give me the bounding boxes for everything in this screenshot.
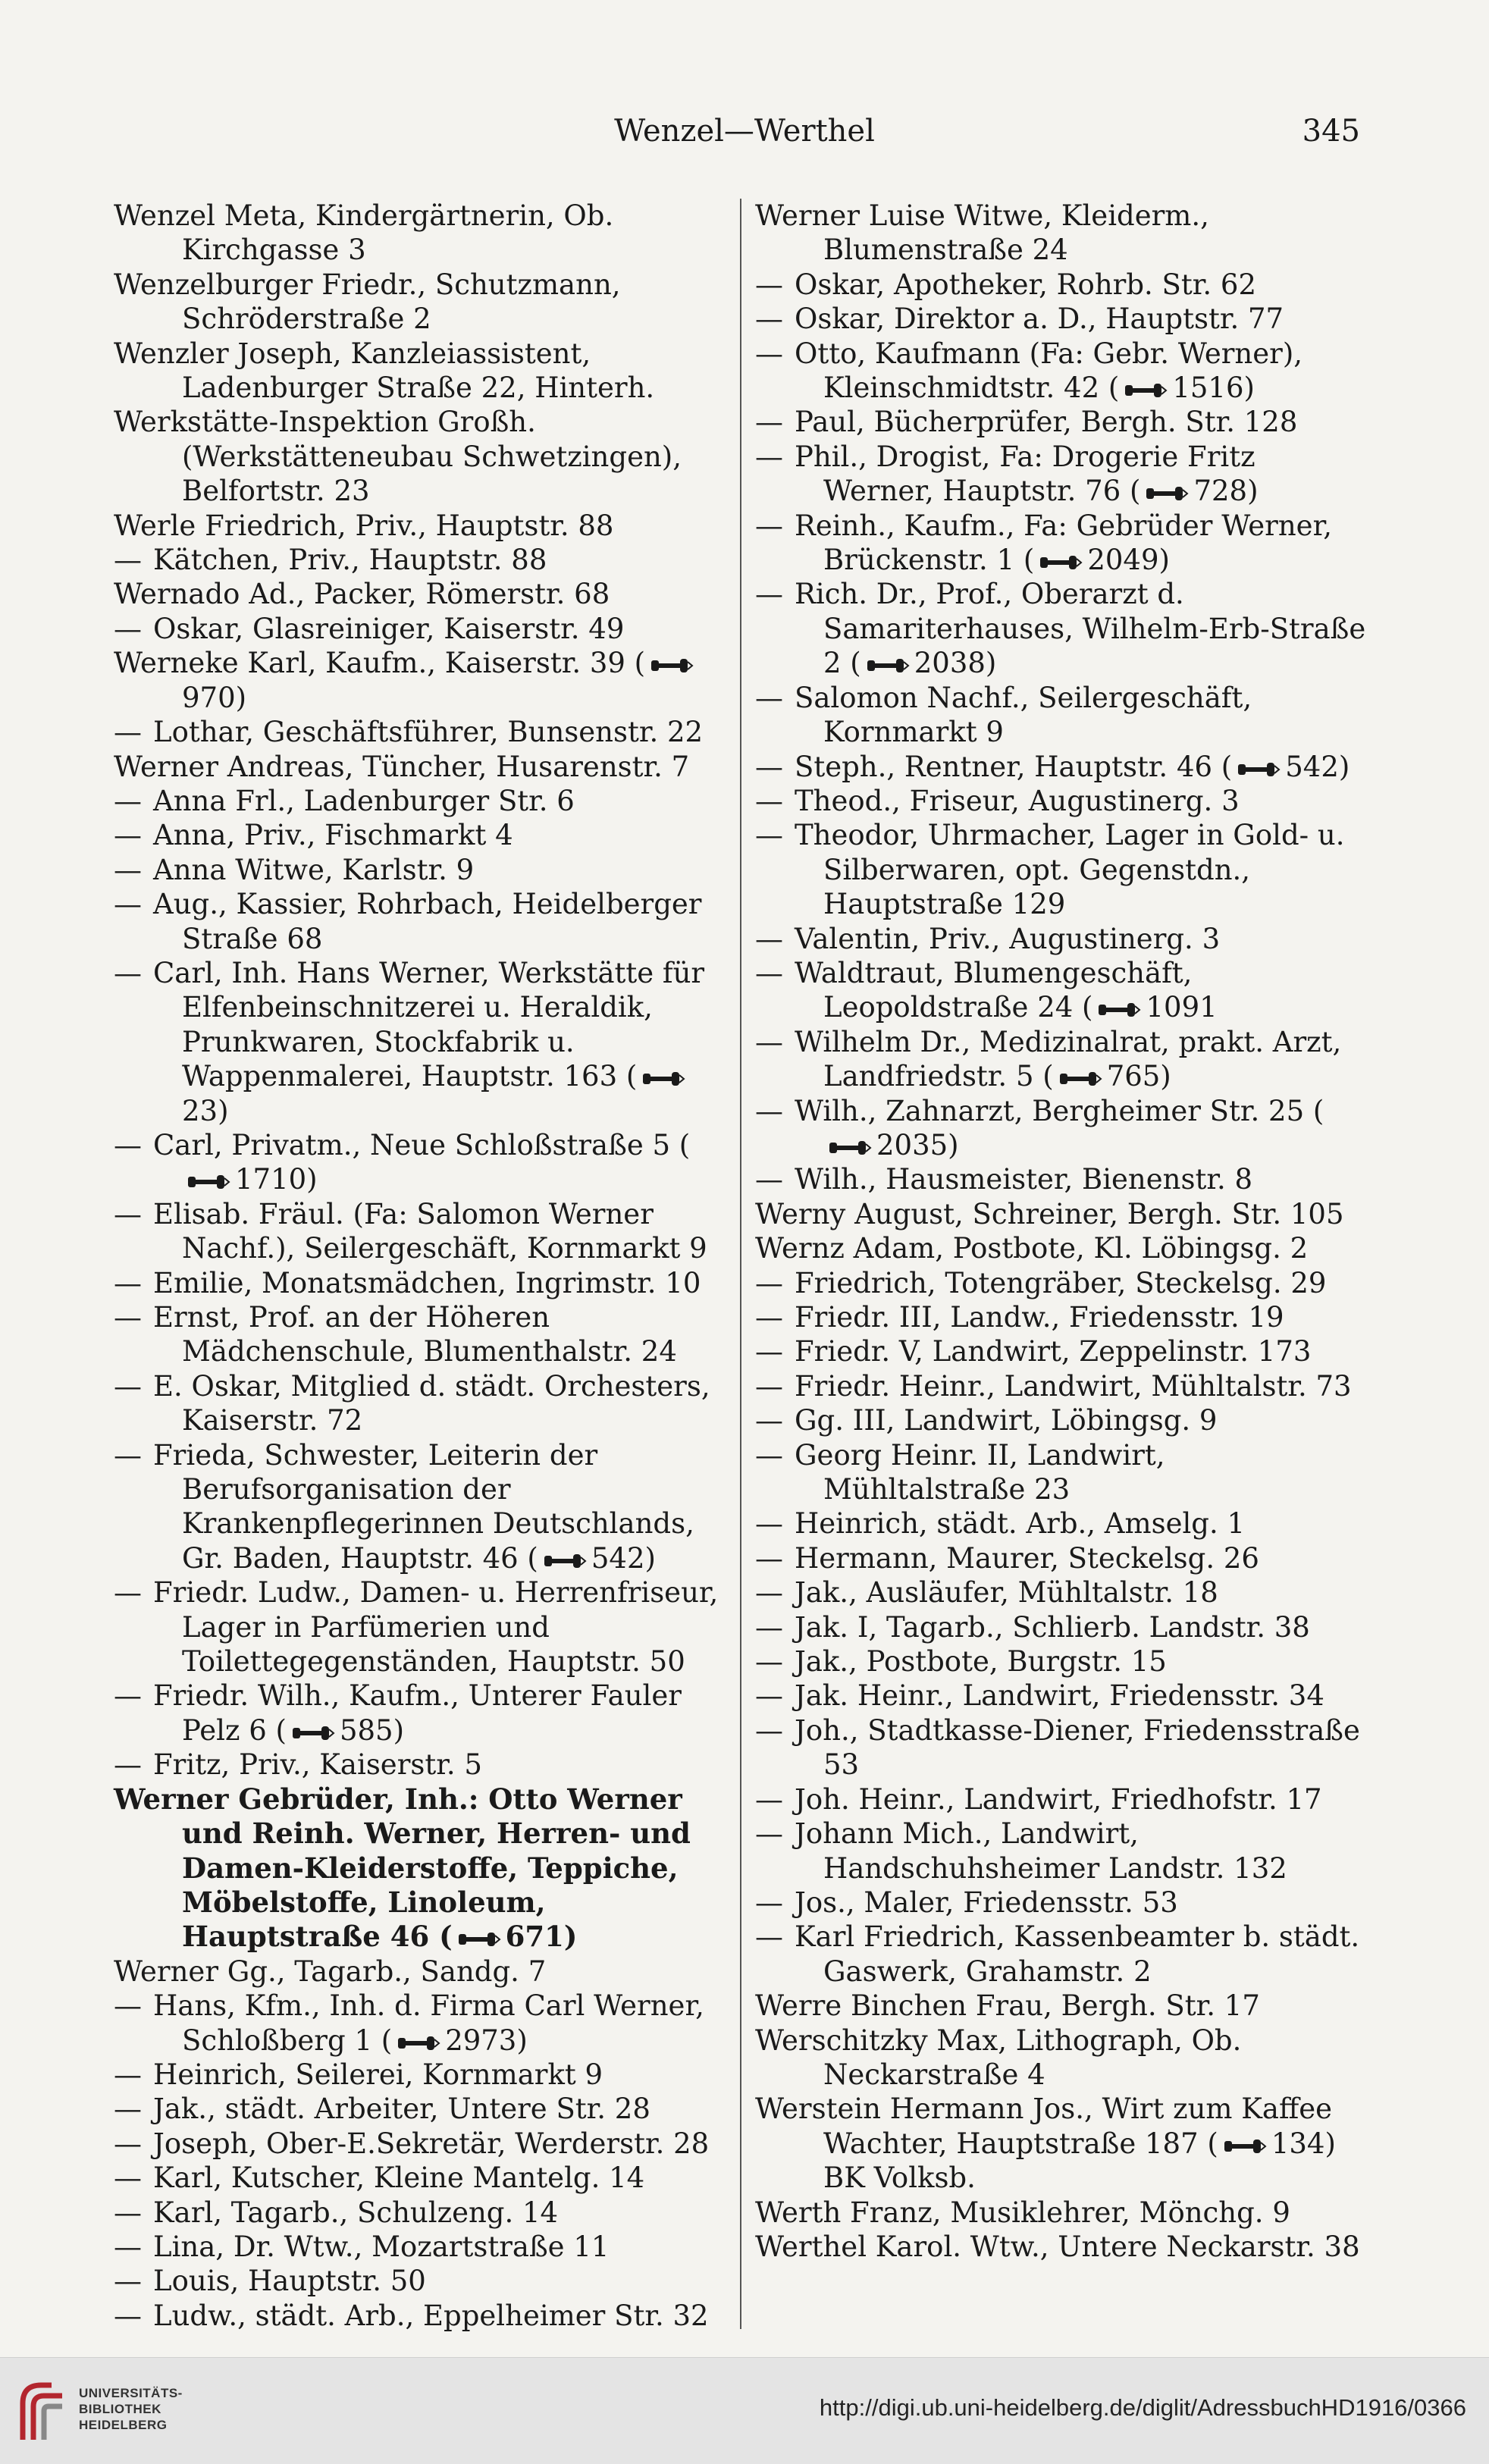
directory-entry (755, 1610, 1371, 1644)
logo-line: UNIVERSITÄTS- (79, 2386, 183, 2400)
directory-entry (114, 1989, 735, 2058)
ditto-dash: — (114, 1369, 142, 1403)
ditto-dash: — (755, 956, 783, 989)
ditto-dash: — (114, 1989, 142, 2023)
entry-text: Werth Franz, Musiklehrer, Mönchg. 9 (755, 2196, 1290, 2229)
directory-entry (755, 1679, 1371, 1713)
directory-entry (755, 1369, 1371, 1403)
telephone-icon (650, 656, 694, 676)
logo-line: HEIDELBERG (79, 2418, 168, 2432)
ditto-dash: — (114, 784, 142, 817)
phone-number: 134) BK Volksb. (823, 2127, 1336, 2195)
directory-entry (114, 1438, 735, 1576)
phone-number: 2973) (445, 2024, 528, 2057)
entry-text: Werle Friedrich, Priv., Hauptstr. 88 (114, 509, 614, 542)
ditto-dash: — (114, 716, 142, 749)
directory-entry (755, 302, 1371, 336)
entry-text: Lothar, Geschäftsführer, Bunsenstr. 22 (153, 716, 704, 749)
page-number: 345 (1302, 114, 1360, 149)
entry-text: Werneke Karl, Kaufm., Kaiserstr. 39 ( (114, 647, 646, 680)
ditto-dash: — (755, 922, 783, 955)
telephone-icon (1145, 484, 1189, 503)
phone-number: 1091 (1146, 991, 1218, 1024)
entry-text: Carl, Privatm., Neue Schloßstraße 5 ( (153, 1128, 691, 1161)
directory-entry (114, 1748, 735, 1782)
entry-text: E. Oskar, Mitglied d. städt. Orchesters, Kaiserstr. 72 (153, 1369, 710, 1437)
entry-text: Oskar, Direktor a. D., Hauptstr. 77 (795, 303, 1284, 336)
entry-text: Werner Gebrüder, Inh.: Otto Werner und Reinh. Werner, Herren- und Damen-Kleiderstoffe, Teppiche, Möbelstoffe, Linoleum, Hauptstraße 46 ( (114, 1782, 691, 1954)
entry-text: Karl, Tagarb., Schulzeng. 14 (153, 2196, 559, 2229)
library-logo[interactable] (18, 2375, 208, 2447)
right-column (755, 199, 1371, 2264)
directory-entry (755, 2024, 1371, 2093)
directory-entry (755, 577, 1371, 680)
entry-text: Otto, Kaufmann (Fa: Gebr. Werner), Kleinschmidtstr. 42 ( (795, 337, 1303, 405)
telephone-icon (1124, 381, 1168, 400)
directory-entry (114, 2196, 735, 2230)
telephone-icon (1039, 553, 1083, 572)
directory-entry (114, 577, 735, 611)
entry-text: Werner Luise Witwe, Kleiderm., Blumenstraße 24 (755, 199, 1209, 267)
phone-number: 23) (182, 1094, 229, 1127)
entry-text: Friedr. III, Landw., Friedensstr. 19 (795, 1301, 1284, 1334)
entry-text: Jak., städt. Arbeiter, Untere Str. 28 (153, 2093, 650, 2126)
directory-entry (114, 337, 735, 406)
entry-text: Joseph, Ober-E.Sekretär, Werderstr. 28 (153, 2127, 710, 2160)
directory-entry (114, 853, 735, 887)
ditto-dash: — (755, 337, 783, 370)
phone-number: 542) (1285, 750, 1350, 783)
ditto-dash: — (114, 888, 142, 921)
phone-number: 2049) (1087, 544, 1170, 577)
directory-entry (755, 1300, 1371, 1334)
directory-entry (755, 818, 1371, 921)
ditto-dash: — (755, 1163, 783, 1196)
entry-text: Carl, Inh. Hans Werner, Werkstätte für Elfenbeinschnitzerei u. Heraldik, Prunkwaren, Stockfabrik u. Wappenmalerei, Hauptstr. 163 ( (153, 956, 705, 1093)
ditto-dash: — (755, 1507, 783, 1541)
entry-text: Steph., Rentner, Hauptstr. 46 ( (795, 750, 1233, 783)
ditto-dash: — (755, 509, 783, 542)
entry-text: Salomon Nachf., Seilergeschäft, Kornmarkt 9 (795, 681, 1252, 749)
telephone-icon (187, 1172, 230, 1192)
ditto-dash: — (755, 784, 783, 817)
directory-entry (755, 1989, 1371, 2023)
ditto-dash: — (755, 1713, 783, 1747)
entry-text: Elisab. Fräul. (Fa: Salomon Werner Nachf.), Seilergeschäft, Kornmarkt 9 (153, 1197, 707, 1265)
directory-entry (114, 818, 735, 852)
ditto-dash: — (114, 853, 142, 886)
entry-text: Friedr. Heinr., Landwirt, Mühltalstr. 73 (795, 1369, 1352, 1403)
entry-text: Phil., Drogist, Fa: Drogerie Fritz Werner, Hauptstr. 76 ( (795, 440, 1255, 508)
entry-text: Wernado Ad., Packer, Römerstr. 68 (114, 578, 610, 611)
phone-number: 765) (1106, 1060, 1171, 1093)
library-logo-icon (18, 2381, 68, 2444)
entry-text: Werstein Hermann Jos., Wirt zum Kaffee Wachter, Hauptstraße 187 ( (755, 2093, 1333, 2160)
entry-text: Friedr. Ludw., Damen- u. Herrenfriseur, Lager in Parfümerien und Toilettegegenständen, Hauptstr. 50 (153, 1576, 719, 1679)
ditto-dash: — (755, 750, 783, 783)
directory-entry (114, 1197, 735, 1266)
entry-text: Johann Mich., Landwirt, Handschuhsheimer Landstr. 132 (795, 1817, 1287, 1885)
entry-text: Jak., Postbote, Burgstr. 15 (795, 1645, 1167, 1679)
entry-text: Friedrich, Totengräber, Steckelsg. 29 (795, 1266, 1327, 1299)
entry-text: Kätchen, Priv., Hauptstr. 88 (153, 544, 547, 577)
telephone-icon (291, 1723, 335, 1743)
directory-entry (755, 1886, 1371, 1920)
directory-entry (114, 1955, 735, 1989)
ditto-dash: — (755, 1266, 783, 1299)
telephone-icon (828, 1138, 872, 1158)
directory-entry (114, 1782, 735, 1955)
directory-entry (755, 1403, 1371, 1437)
directory-entry (755, 1782, 1371, 1817)
ditto-dash: — (114, 612, 142, 645)
ditto-dash: — (114, 1576, 142, 1610)
telephone-icon (1058, 1069, 1102, 1089)
directory-entry (755, 681, 1371, 750)
directory-entry (755, 2230, 1371, 2264)
page-header (0, 114, 1489, 159)
directory-entry (755, 509, 1371, 578)
ditto-dash: — (755, 1920, 783, 1954)
entry-text: Wenzelburger Friedr., Schutzmann, Schröderstraße 2 (114, 268, 621, 336)
entry-text: Werner Andreas, Tüncher, Husarenstr. 7 (114, 750, 690, 783)
footer-bar (0, 2357, 1489, 2464)
directory-entry (755, 1575, 1371, 1610)
directory-entry (114, 1575, 735, 1679)
directory-entry (114, 2299, 735, 2333)
telephone-icon (543, 1551, 587, 1571)
telephone-icon (457, 1930, 501, 1949)
entry-text: Georg Heinr. II, Landwirt, Mühltalstraße 23 (795, 1438, 1165, 1506)
entry-text: Werre Binchen Frau, Bergh. Str. 17 (755, 1989, 1260, 2023)
entry-text: Werny August, Schreiner, Bergh. Str. 105 (755, 1197, 1344, 1230)
column-divider (740, 199, 741, 2329)
directory-entry (755, 440, 1371, 509)
ditto-dash: — (755, 1094, 783, 1127)
ditto-dash: — (755, 440, 783, 473)
entry-text: Jos., Maler, Friedensstr. 53 (795, 1886, 1178, 1919)
directory-entry (755, 1334, 1371, 1368)
ditto-dash: — (755, 1025, 783, 1058)
directory-entry (114, 750, 735, 784)
entry-text: Friedr. V, Landwirt, Zeppelinstr. 173 (795, 1335, 1312, 1368)
directory-entry (114, 2161, 735, 2195)
ditto-dash: — (755, 1335, 783, 1368)
ditto-dash: — (114, 1679, 142, 1713)
directory-entry (114, 887, 735, 956)
phone-number: 1516) (1172, 371, 1255, 405)
directory-entry (755, 750, 1371, 784)
ditto-dash: — (114, 2230, 142, 2263)
ditto-dash: — (755, 1679, 783, 1713)
directory-entry (755, 784, 1371, 818)
ditto-dash: — (114, 2161, 142, 2195)
directory-entry (114, 1369, 735, 1438)
ditto-dash: — (755, 406, 783, 439)
ditto-dash: — (114, 1266, 142, 1299)
entry-text: Karl, Kutscher, Kleine Mantelg. 14 (153, 2161, 645, 2195)
entry-text: Anna Witwe, Karlstr. 9 (153, 853, 475, 886)
ditto-dash: — (114, 2093, 142, 2126)
directory-entry (114, 509, 735, 543)
ditto-dash: — (114, 1301, 142, 1334)
entry-text: Werner Gg., Tagarb., Sandg. 7 (114, 1955, 547, 1988)
entry-text: Fritz, Priv., Kaiserstr. 5 (153, 1748, 482, 1782)
ditto-dash: — (755, 268, 783, 301)
directory-entry (755, 199, 1371, 268)
directory-entry (755, 1094, 1371, 1163)
telephone-icon (866, 656, 910, 676)
directory-entry (755, 405, 1371, 439)
ditto-dash: — (114, 1438, 142, 1472)
entry-text: Oskar, Glasreiniger, Kaiserstr. 49 (153, 612, 625, 645)
directory-entry (755, 1541, 1371, 1575)
ditto-dash: — (755, 303, 783, 336)
directory-entry (755, 1713, 1371, 1782)
ditto-dash: — (114, 2196, 142, 2229)
ditto-dash: — (755, 1369, 783, 1403)
directory-entry (114, 2092, 735, 2126)
source-url-link[interactable]: http://digi.ub.uni-heidelberg.de/diglit/AdressbuchHD1916/0366 (819, 2394, 1466, 2421)
entry-text: Wenzel Meta, Kindergärtnerin, Ob. Kirchgasse 3 (114, 199, 614, 267)
directory-entry (755, 2092, 1371, 2195)
entry-text: Joh., Stadtkasse-Diener, Friedensstraße 53 (795, 1713, 1360, 1782)
directory-entry (114, 646, 735, 715)
entry-text: Ludw., städt. Arb., Eppelheimer Str. 32 (153, 2299, 709, 2332)
entry-text: Oskar, Apotheker, Rohrb. Str. 62 (795, 268, 1256, 301)
directory-entry (755, 1025, 1371, 1094)
entry-text: Hans, Kfm., Inh. d. Firma Carl Werner, Schloßberg 1 ( (153, 1989, 704, 2057)
entry-text: Jak., Ausläufer, Mühltalstr. 18 (795, 1576, 1218, 1610)
entry-text: Reinh., Kaufm., Fa: Gebrüder Werner, Brückenstr. 1 ( (795, 509, 1332, 577)
entry-text: Wilhelm Dr., Medizinalrat, prakt. Arzt, Landfriedstr. 5 ( (795, 1025, 1342, 1093)
ditto-dash: — (755, 1645, 783, 1679)
entry-text: Valentin, Priv., Augustinerg. 3 (795, 922, 1221, 955)
ditto-dash: — (755, 1886, 783, 1919)
entry-text: Lina, Dr. Wtw., Mozartstraße 11 (153, 2230, 610, 2263)
directory-entry (114, 2127, 735, 2161)
entry-text: Wilh., Hausmeister, Bienenstr. 8 (795, 1163, 1253, 1196)
directory-entry (755, 1506, 1371, 1541)
entry-text: Rich. Dr., Prof., Oberarzt d. Samariterhauses, Wilhelm-Erb-Straße 2 ( (795, 578, 1366, 680)
phone-number: 585) (339, 1713, 405, 1747)
entry-text: Gg. III, Landwirt, Löbingsg. 9 (795, 1404, 1218, 1437)
directory-entry (114, 1266, 735, 1300)
telephone-icon (641, 1069, 685, 1089)
directory-entry (114, 2264, 735, 2298)
ditto-dash: — (755, 681, 783, 714)
entry-text: Karl Friedrich, Kassenbeamter b. städt. Gaswerk, Grahamstr. 2 (795, 1920, 1360, 1988)
entry-text: Werschitzky Max, Lithograph, Ob. Neckarstraße 4 (755, 2024, 1242, 2091)
directory-entry (114, 268, 735, 337)
directory-entry (755, 1162, 1371, 1196)
ditto-dash: — (114, 1197, 142, 1230)
directory-entry (114, 1300, 735, 1369)
phone-number: 2035) (876, 1128, 959, 1161)
entry-text: Anna, Priv., Fischmarkt 4 (153, 819, 513, 852)
directory-entry (114, 543, 735, 577)
ditto-dash: — (114, 2299, 142, 2332)
directory-entry (114, 405, 735, 508)
ditto-dash: — (755, 1404, 783, 1437)
entry-text: Wernz Adam, Postbote, Kl. Löbingsg. 2 (755, 1232, 1309, 1265)
ditto-dash: — (755, 1817, 783, 1851)
ditto-dash: — (114, 819, 142, 852)
entry-text: Wilh., Zahnarzt, Bergheimer Str. 25 ( (795, 1094, 1324, 1127)
directory-entry (755, 1920, 1371, 1989)
directory-entry (114, 2058, 735, 2092)
entry-text: Theod., Friseur, Augustinerg. 3 (795, 784, 1240, 817)
ditto-dash: — (114, 1128, 142, 1161)
ditto-dash: — (114, 2127, 142, 2160)
phone-number: 728) (1193, 475, 1259, 508)
directory-entry (755, 1644, 1371, 1679)
entry-text: Friedr. Wilh., Kaufm., Unterer Fauler Pelz 6 ( (153, 1679, 682, 1747)
phone-number: 1710) (235, 1163, 318, 1196)
phone-number: 542) (591, 1541, 656, 1575)
entry-text: Emilie, Monatsmädchen, Ingrimstr. 10 (153, 1266, 701, 1299)
entry-text: Heinrich, Seilerei, Kornmarkt 9 (153, 2058, 603, 2091)
entry-text: Ernst, Prof. an der Höheren Mädchenschule, Blumenthalstr. 24 (153, 1301, 677, 1368)
directory-entry (755, 956, 1371, 1025)
directory-entry (114, 715, 735, 749)
directory-entry (114, 2230, 735, 2264)
telephone-icon (1237, 760, 1281, 779)
ditto-dash: — (114, 956, 142, 989)
library-logo-text (79, 2385, 183, 2433)
ditto-dash: — (114, 2058, 142, 2091)
directory-entry (114, 1679, 735, 1748)
directory-entry (114, 784, 735, 818)
phone-number: 2038) (914, 647, 997, 680)
entry-text: Joh. Heinr., Landwirt, Friedhofstr. 17 (795, 1782, 1322, 1816)
phone-number: 671) (505, 1920, 578, 1954)
entry-text: Anna Frl., Ladenburger Str. 6 (153, 784, 575, 817)
ditto-dash: — (114, 2265, 142, 2298)
entry-text: Wenzler Joseph, Kanzleiassistent, Ladenburger Straße 22, Hinterh. (114, 337, 655, 405)
running-title: Wenzel—Werthel (614, 114, 875, 149)
entry-text: Aug., Kassier, Rohrbach, Heidelberger Straße 68 (153, 888, 702, 955)
directory-entry (755, 1817, 1371, 1886)
entry-text: Frieda, Schwester, Leiterin der Berufsorganisation der Krankenpflegerinnen Deutschlands, Gr. Baden, Hauptstr. 46 ( (153, 1438, 694, 1575)
ditto-dash: — (114, 1748, 142, 1782)
entry-text: Jak. I, Tagarb., Schlierb. Landstr. 38 (795, 1610, 1310, 1644)
ditto-dash: — (755, 1610, 783, 1644)
directory-entry (755, 2196, 1371, 2230)
ditto-dash: — (755, 1301, 783, 1334)
entry-text: Werkstätte-Inspektion Großh. (Werkstätteneubau Schwetzingen), Belfortstr. 23 (114, 406, 682, 508)
directory-entry (114, 956, 735, 1128)
telephone-icon (397, 2033, 440, 2053)
directory-entry (755, 1266, 1371, 1300)
ditto-dash: — (755, 1782, 783, 1816)
telephone-icon (1097, 1000, 1141, 1020)
ditto-dash: — (755, 819, 783, 852)
directory-entry (755, 337, 1371, 406)
telephone-icon (1223, 2136, 1267, 2156)
ditto-dash: — (755, 1541, 783, 1575)
entry-text: Louis, Hauptstr. 50 (153, 2265, 426, 2298)
entry-text: Werthel Karol. Wtw., Untere Neckarstr. 38 (755, 2230, 1360, 2263)
ditto-dash: — (114, 544, 142, 577)
directory-entry (114, 612, 735, 646)
directory-entry (755, 922, 1371, 956)
entry-text: Heinrich, städt. Arb., Amselg. 1 (795, 1507, 1246, 1541)
directory-entry (114, 1128, 735, 1197)
entry-text: Waldtraut, Blumengeschäft, Leopoldstraße 24 ( (795, 956, 1193, 1024)
entry-text: Paul, Bücherprüfer, Bergh. Str. 128 (795, 406, 1298, 439)
ditto-dash: — (755, 1438, 783, 1472)
entry-text: Hermann, Maurer, Steckelsg. 26 (795, 1541, 1259, 1575)
directory-entry (114, 199, 735, 268)
entry-text: Jak. Heinr., Landwirt, Friedensstr. 34 (795, 1679, 1324, 1713)
directory-entry (755, 268, 1371, 302)
phone-number: 970) (182, 681, 247, 714)
left-column (114, 199, 735, 2333)
ditto-dash: — (755, 1576, 783, 1610)
ditto-dash: — (755, 578, 783, 611)
logo-line: BIBLIOTHEK (79, 2402, 161, 2416)
directory-entry (755, 1231, 1371, 1265)
entry-text: Theodor, Uhrmacher, Lager in Gold- u. Silberwaren, opt. Gegenstdn., Hauptstraße 129 (795, 819, 1345, 921)
directory-entry (755, 1197, 1371, 1231)
directory-entry (755, 1438, 1371, 1507)
